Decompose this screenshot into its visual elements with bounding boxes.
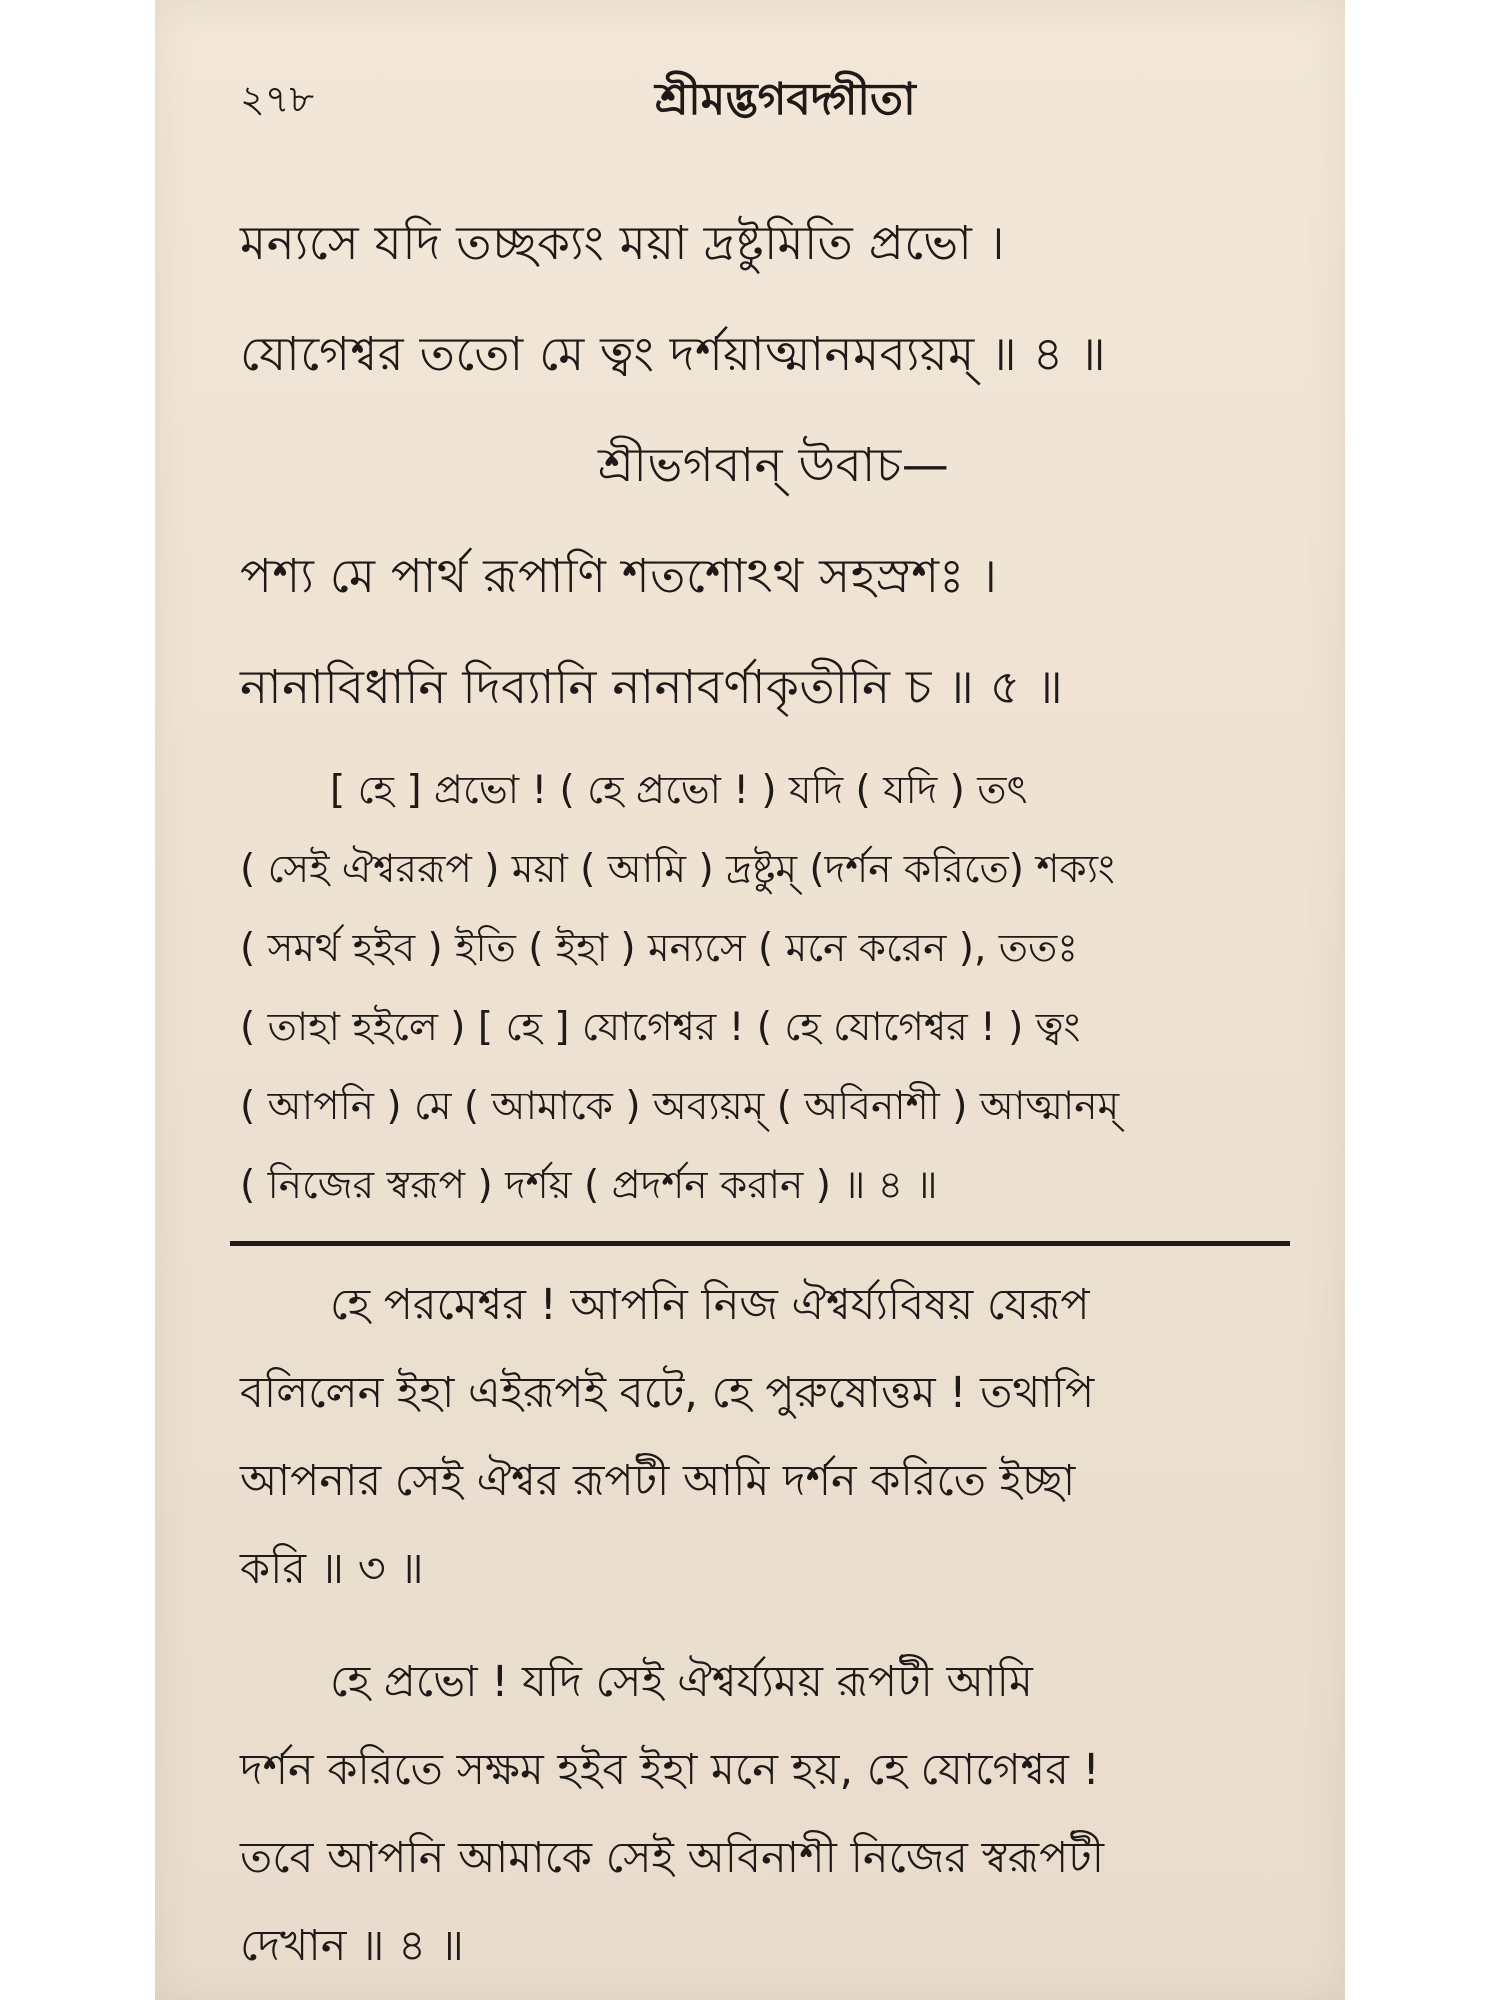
gloss-line: ( তাহা হইলে ) [ হে ] যোগেশ্বর ! ( হে যোগেশ্বর ! ) ত্বং bbox=[240, 1005, 1081, 1050]
gloss-line: ( নিজের স্বরূপ ) দর্শয় ( প্রদর্শন করান ) ॥ ৪ ॥ bbox=[240, 1163, 938, 1208]
commentary-line: দেখান ॥ ৪ ॥ bbox=[240, 1921, 464, 1971]
verse-5-line-1: পশ্য মে পার্থ রূপাণি শতশোঽথ সহস্রশঃ । bbox=[240, 549, 998, 604]
gloss-line: ( সমর্থ হইব ) ইতি ( ইহা ) মন্যসে ( মনে করেন ), ততঃ bbox=[240, 926, 1079, 971]
speaker-heading: শ্রীভগবান্ উবাচ— bbox=[598, 438, 950, 493]
commentary-line: বলিলেন ইহা এইরূপই বটে, হে পুরুষোত্তম ! তথাপি bbox=[240, 1368, 1095, 1418]
commentary-verse-4 bbox=[240, 1657, 1280, 1971]
verse-4-line-2: যোগেশ্বর ততো মে ত্বং দর্শয়াত্মানমব্যয়ম্ ॥ ৪ ॥ bbox=[240, 327, 1107, 382]
commentary-line: হে পরমেশ্বর ! আপনি নিজ ঐশ্বর্য্যবিষয় যেরূপ bbox=[330, 1280, 1090, 1330]
commentary-line: আপনার সেই ঐশ্বর রূপটী আমি দর্শন করিতে ইচ্ছা bbox=[240, 1456, 1076, 1506]
commentary-line: করি ॥ ৩ ॥ bbox=[240, 1544, 424, 1594]
verse-4-line-1: মন্যসে যদি তচ্ছক্যং ময়া দ্রষ্টুমিতি প্রভো । bbox=[240, 216, 1006, 271]
word-gloss bbox=[240, 768, 1280, 1208]
commentary-line: দর্শন করিতে সক্ষম হইব ইহা মনে হয়, হে যোগেশ্বর ! bbox=[240, 1745, 1100, 1795]
gloss-line: ( সেই ঐশ্বররূপ ) ময়া ( আমি ) দ্রষ্টুম্ (দর্শন করিতে) শক্যং bbox=[240, 847, 1115, 892]
page-header bbox=[240, 60, 1280, 130]
commentary-verse-3 bbox=[240, 1280, 1280, 1594]
commentary-line: তবে আপনি আমাকে সেই অবিনাশী নিজের স্বরূপটী bbox=[240, 1833, 1105, 1883]
running-title: শ্রীমদ্ভগবদ্গীতা bbox=[655, 74, 916, 125]
gloss-line: ( আপনি ) মে ( আমাকে ) অব্যয়ম্ ( অবিনাশী ) আত্মানম্ bbox=[240, 1084, 1120, 1129]
section-divider bbox=[230, 1241, 1290, 1246]
page-number: ২৭৮ bbox=[240, 77, 315, 121]
book-page bbox=[155, 0, 1345, 2000]
gloss-line: [ হে ] প্রভো ! ( হে প্রভো ! ) যদি ( যদি ) তৎ bbox=[330, 768, 1028, 813]
verse-5-line-2: নানাবিধানি দিব্যানি নানাবর্ণাকৃতীনি চ ॥ ৫ ॥ bbox=[240, 660, 1064, 715]
page-content bbox=[240, 60, 1280, 1971]
commentary-line: হে প্রভো ! যদি সেই ঐশ্বর্য্যময় রূপটী আমি bbox=[330, 1657, 1033, 1707]
